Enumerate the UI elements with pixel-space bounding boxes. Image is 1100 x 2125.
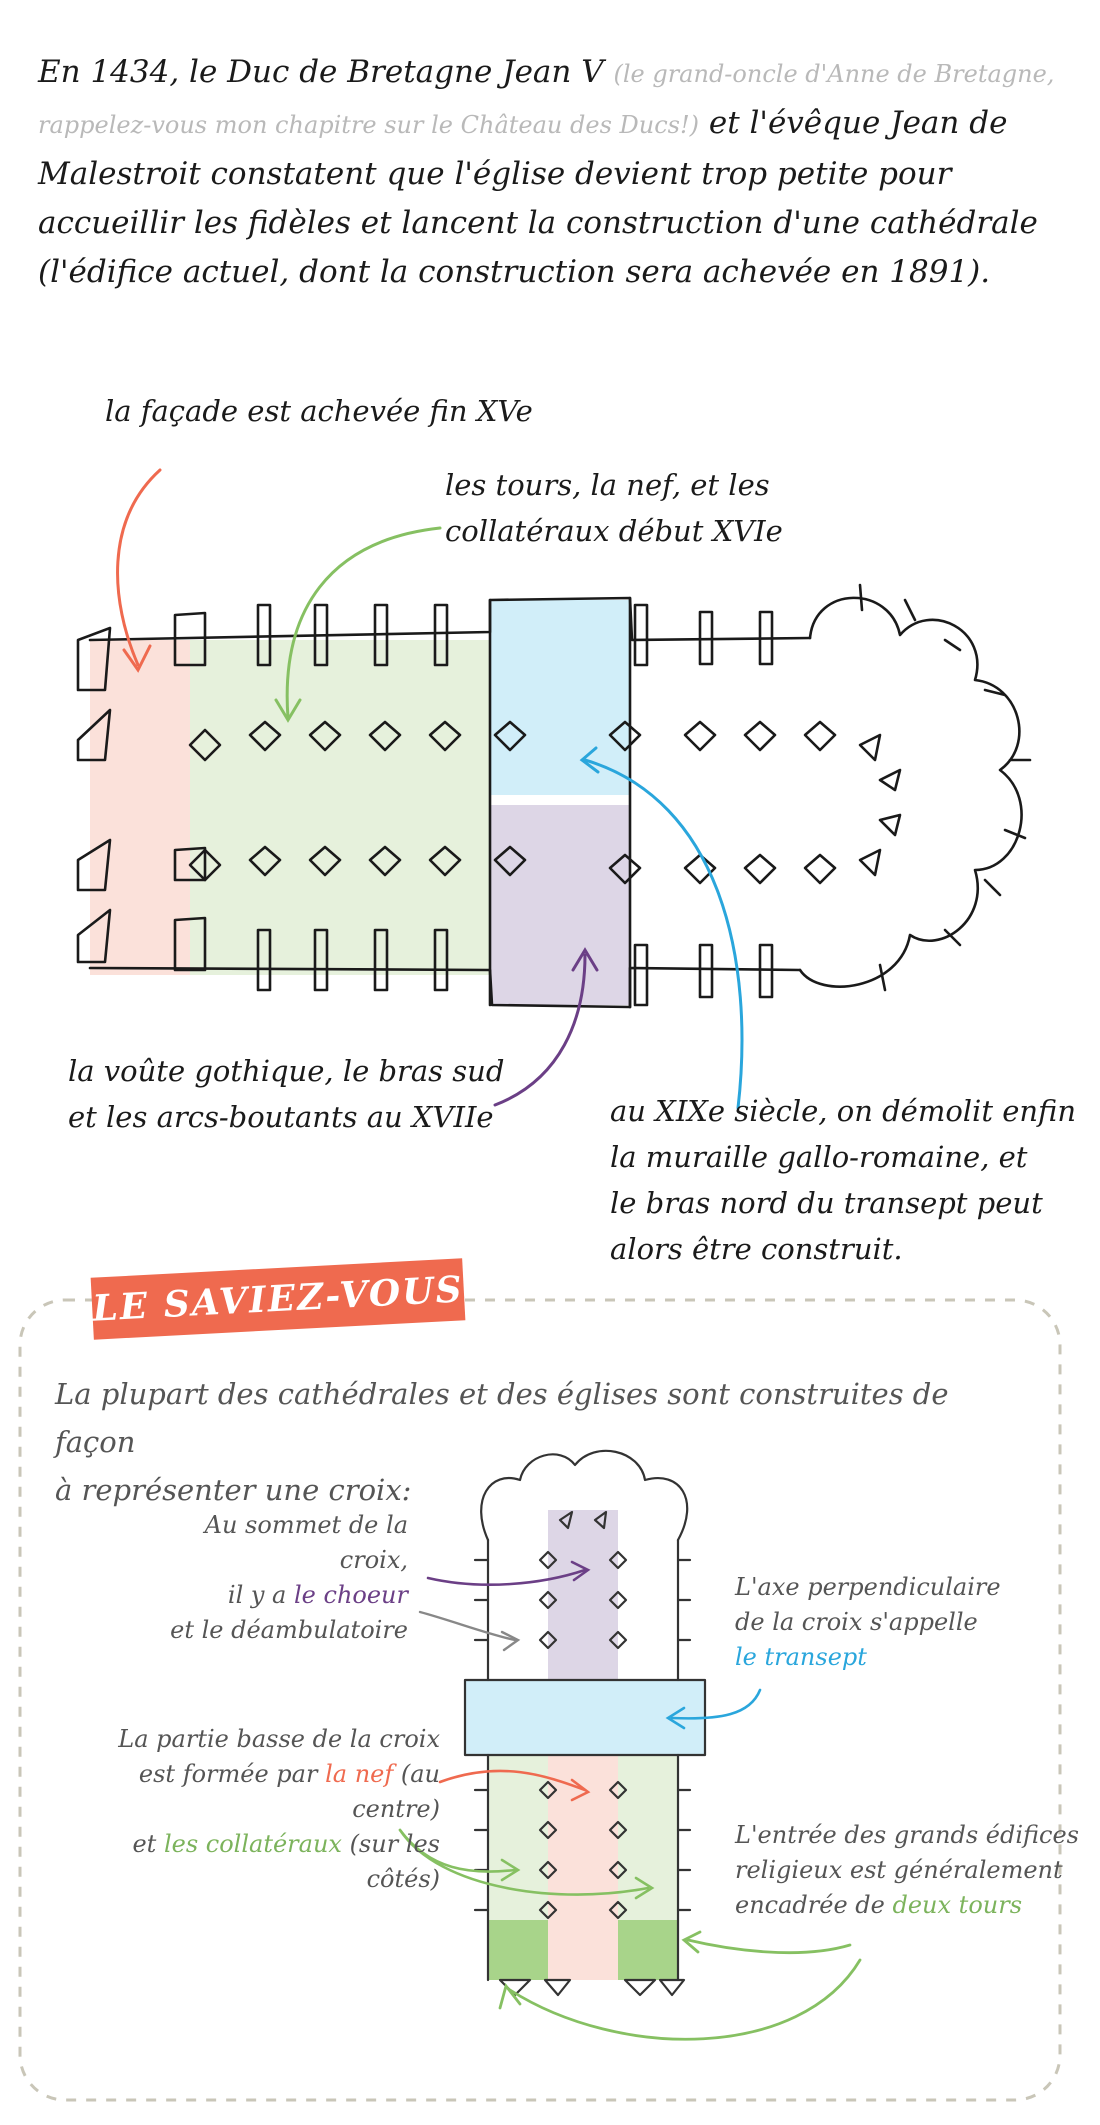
label-basse-line2a: est formée par	[138, 1760, 326, 1788]
label-entree-line1: L'entrée des grands édifices	[735, 1821, 1079, 1849]
label-collateraux: les collatéraux	[163, 1830, 342, 1858]
label-nef: la nef	[325, 1760, 394, 1788]
label-transept-line2: de la croix s'appelle	[735, 1608, 978, 1636]
tower-left-zone	[488, 1920, 548, 1980]
label-entree	[735, 1818, 1079, 1923]
label-tours-line2: collatéraux début XVIe	[445, 514, 783, 548]
saviez-intro-line2: à représenter une croix:	[55, 1473, 412, 1507]
label-sommet	[150, 1508, 408, 1648]
label-xix-line3: le bras nord du transept peut	[610, 1186, 1043, 1220]
label-sommet-line2	[150, 1578, 408, 1613]
saviez-intro-line1: La plupart des cathédrales et des églises sont construites de façon	[55, 1377, 949, 1459]
label-transept-line1: L'axe perpendiculaire	[735, 1573, 1001, 1601]
arrow-deambulatoire	[420, 1612, 515, 1640]
label-facade: la façade est achevée fin XVe	[105, 394, 533, 428]
label-transept-line3: le transept	[735, 1643, 867, 1671]
arrow-tours-1	[688, 1940, 850, 1953]
label-sommet-line2a: il y a	[227, 1581, 294, 1609]
label-sommet-line3: et le déambulatoire	[170, 1616, 408, 1644]
label-basse-line3	[60, 1827, 440, 1897]
label-choeur: le choeur	[294, 1581, 408, 1609]
intro-part2: et l'évêque Jean de Malestroit constatent que l'église devient trop petite pour accueillir les fidèles et lancent la construction d'une cathédrale (l'édifice actuel, dont la construction sera achevée en 1891).	[38, 105, 1038, 290]
label-basse-line3a: et	[132, 1830, 164, 1858]
tower-right-zone	[618, 1920, 678, 1980]
choir-zone	[548, 1510, 618, 1680]
label-basse-line1: La partie basse de la croix	[118, 1725, 440, 1753]
label-entree-line3a: encadrée de	[735, 1891, 893, 1919]
label-voute-line2: et les arcs-boutants au XVIIe	[68, 1100, 494, 1134]
label-deux-tours: deux tours	[892, 1891, 1023, 1919]
label-xix-line4: alors être construit.	[610, 1232, 903, 1266]
saviez-intro	[55, 1370, 1015, 1514]
intro-aside: (le grand-oncle d'Anne de Bretagne, rappelez-vous mon chapitre sur le Château des Ducs!)	[38, 60, 1055, 139]
intro-part1: En 1434, le Duc de Bretagne Jean V	[38, 54, 604, 90]
label-basse-line2	[60, 1757, 440, 1827]
label-xix-line2: la muraille gallo-romaine, et	[610, 1140, 1028, 1174]
label-entree-line2: religieux est généralement	[735, 1856, 1063, 1884]
label-sommet-line1: Au sommet de la croix,	[204, 1511, 408, 1574]
label-voute-line1: la voûte gothique, le bras sud	[68, 1054, 505, 1088]
label-tours-line1: les tours, la nef, et les	[445, 468, 770, 502]
label-basse	[60, 1722, 440, 1897]
label-basse-line2c: (au centre)	[352, 1760, 440, 1823]
label-entree-line3	[735, 1888, 1079, 1923]
label-transept	[735, 1570, 1001, 1675]
label-xix-line1: au XIXe siècle, on démolit enfin	[610, 1094, 1077, 1128]
saviez-badge: LE SAVIEZ-VOUS ?	[91, 1258, 466, 1339]
label-basse-line3c: (sur les côtés)	[341, 1830, 440, 1893]
